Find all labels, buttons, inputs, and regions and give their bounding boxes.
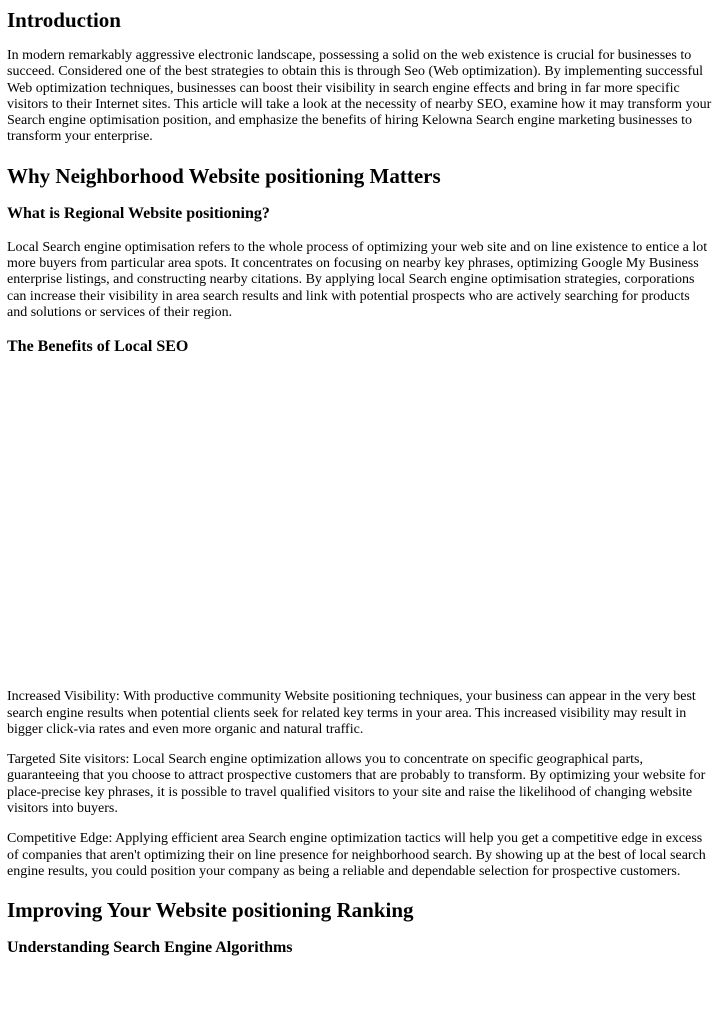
understanding-algorithms-heading: Understanding Search Engine Algorithms: [7, 939, 293, 957]
document-page: [0, 7, 720, 958]
what-is-local-seo-paragraph: Local Search engine optimisation refers to the whole process of optimizing your web site and on line existence to entice a lot more buyers from particular area spots. It concentrates on focusing on nearby key phrases, optimizing Google My Business enterprise listings, and constructing nearby citations. By applying local Search engine optimisation strategies, corporations can increase their visibility in area search results and link with potential prospects who are actively searching for products and solutions or services of their region.: [7, 239, 708, 320]
benefit-paragraph-competitive-edge: Competitive Edge: Applying efficient area Search engine optimization tactics will help you get a competitive edge in excess of companies that aren't optimizing their on line presence for neighborhood search. By showing up at the best of local search engine results, you could position your company as being a reliable and dependable selection for prospective customers.: [7, 831, 706, 879]
what-is-local-seo-heading: What is Regional Website positioning?: [7, 204, 270, 222]
blank-image-area: [7, 357, 713, 689]
benefit-paragraph-visibility: Increased Visibility: With productive community Website positioning techniques, your business can appear in the very best search engine results when potential clients seek for related key terms in your area. This increased visibility may result in bigger click-via rates and even more organic and natural traffic.: [7, 689, 696, 737]
benefit-paragraph-targeted-visitors: Targeted Site visitors: Local Search engine optimization allows you to concentrate on specific geographical parts, guaranteeing that you choose to attract prospective customers that are probably to transform. By optimizing your website for place-precise key phrases, it is possible to travel qualified visitors to your site and raise the likelihood of changing website visitors into buyers.: [7, 752, 706, 817]
benefits-heading: The Benefits of Local SEO: [7, 338, 189, 356]
improving-ranking-heading: Improving Your Website positioning Ranking: [7, 898, 414, 923]
why-local-seo-heading: Why Neighborhood Website positioning Matters: [7, 163, 441, 188]
introduction-heading: Introduction: [7, 8, 121, 32]
introduction-paragraph: In modern remarkably aggressive electronic landscape, possessing a solid on the web existence is crucial for businesses to succeed. Considered one of the best strategies to obtain this is through Seo (Web optimization). By implementing successful Web optimization techniques, businesses can boost their visibility in search engine effects and bring in far more specific visitors to their Internet sites. This article will take a look at the necessity of nearby SEO, examine how it may transform your Search engine optimisation position, and emphasize the benefits of hiring Kelowna Search engine marketing businesses to transform your enterprise.: [7, 48, 712, 145]
